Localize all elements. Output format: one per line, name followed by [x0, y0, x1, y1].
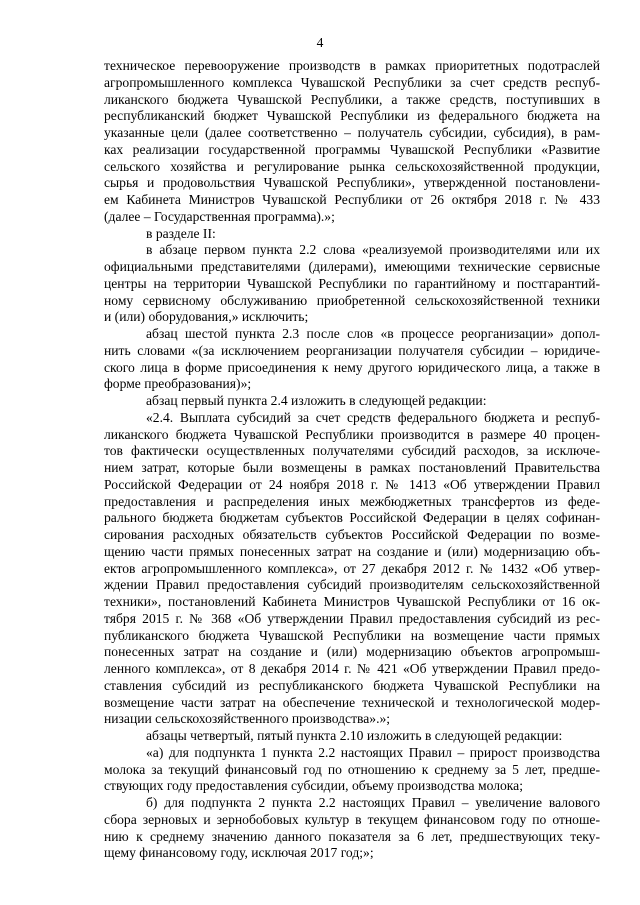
text-line: публиканского бюджета Чувашской Республики на возмещение части прямых — [104, 627, 600, 643]
text-line: молока за текущий финансовый год по отношению к среднему за 5 лет, предше- — [104, 761, 600, 777]
text-line: форме преобразования)»; — [104, 376, 252, 392]
text-line: рального бюджета бюджетам субъектов Российской Федерации в целях софинан- — [104, 510, 600, 526]
text-line: низации сельскохозяйственного производства».»; — [104, 711, 391, 727]
text-line: абзац шестой пункта 2.3 после слов «в процессе реорганизации» допол- — [146, 326, 600, 341]
text-line: центры на территории Чувашской Республики по гарантийному и постгарантий- — [104, 275, 600, 291]
text-line: предоставления и распределения иных межбюджетных трансфертов из феде- — [104, 493, 600, 509]
text-line: ем Кабинета Министров Чувашской Республики от 26 октября 2018 г. № 433 — [104, 192, 600, 207]
text-line: техническое перевооружение производств в рамках приоритетных подотраслей — [104, 58, 600, 73]
text-line: нием затрат, которые были возмещены в рамках постановлений Правительства — [104, 460, 600, 475]
text-line: ждении Правил предоставления субсидий производителям сельскохозяйственной — [104, 577, 600, 593]
text-line: указанные цели (далее соответственно – получатель субсидии, субсидия), в рам- — [104, 125, 600, 140]
text-line: щению части прямых понесенных затрат на создание и (или) модернизацию объ- — [104, 543, 600, 559]
text-line: сбора зерновых и зернобобовых культур в текущем финансовом году по отноше- — [104, 811, 600, 827]
text-line: ленного комплекса», от 8 декабря 2014 г. № 421 «Об утверждении Правил предо- — [104, 661, 600, 676]
text-line: агропромышленного комплекса Чувашской Республики за счет средств респуб- — [104, 74, 600, 90]
text-line: абзац первый пункта 2.4 изложить в следующей редакции: — [146, 393, 487, 408]
text-line: сельского хозяйства и регулирование рынка сельскохозяйственной продукции, — [104, 158, 600, 174]
page-number: 4 — [316, 35, 324, 50]
text-line: ствующих году предоставления субсидии, объему производства молока; — [104, 778, 523, 794]
text-line: официальными представителями (дилерами), имеющими технические сервисные — [104, 259, 600, 274]
text-line: сырья и продовольствия Чувашской Республики», утвержденной постановлени- — [104, 175, 600, 191]
text-line: ставления субсидий из республиканского бюджета Чувашской Республики на — [104, 677, 600, 693]
text-line: «2.4. Выплата субсидий за счет средств федерального бюджета и респуб- — [146, 409, 600, 425]
document-body — [104, 58, 600, 862]
text-line: возмещение части затрат на обеспечение технической и технологической модер- — [104, 694, 600, 710]
text-line: понесенных затрат на создание и (или) модернизацию объектов агропромыш- — [104, 644, 600, 660]
text-line: ского лица в форме присоединения к нему другого юридического лица, а также в — [104, 359, 600, 375]
text-line: ному сервисному обслуживанию приобретенной сельскохозяйственной техники — [104, 292, 600, 308]
text-line: в разделе II: — [146, 225, 216, 241]
text-line: абзацы четвертый, пятый пункта 2.10 изложить в следующей редакции: — [146, 728, 563, 743]
text-line: б) для подпункта 2 пункта 2.2 настоящих Правил – увеличение валового — [146, 795, 600, 810]
text-line: сирования расходных обязательств субъектов Российской Федерации по возме- — [104, 527, 600, 542]
text-line: тов фактически осуществленных получателями субсидий расходов, за исключе- — [104, 443, 600, 459]
text-line: ликанского бюджета Чувашской Республики, а также средств, поступивших в — [104, 91, 600, 107]
text-line: техники», постановлений Кабинета Министров Чувашской Республики от 16 ок- — [104, 594, 600, 609]
text-line: в абзаце первом пункта 2.2 слова «реализуемой производителями или их — [146, 242, 600, 258]
text-line: ликанского бюджета Чувашской Республики производится в размере 40 процен- — [104, 426, 600, 442]
text-line: ектов агропромышленного комплекса», от 27 декабря 2012 г. № 1432 «Об утвер- — [104, 560, 600, 576]
text-line: тября 2015 г. № 368 «Об утверждении Правил предоставления субсидий из рес- — [104, 610, 600, 626]
text-line: щему финансовому году, исключая 2017 год;»; — [104, 845, 374, 861]
text-line: и (или) оборудования,» исключить; — [104, 309, 309, 325]
text-line: «а) для подпункта 1 пункта 2.2 настоящих Правил – прирост производства — [146, 744, 600, 760]
text-line: нить словами «(за исключением реорганизации получателя субсидии – юридиче- — [104, 342, 600, 358]
text-line: нию к среднему значению данного показателя за 6 лет, предшествующих теку- — [104, 828, 600, 844]
text-line: ках реализации государственной программы Чувашской Республики «Развитие — [104, 141, 600, 157]
text-line: Российской Федерации от 24 ноября 2018 г. № 1413 «Об утверждении Правил — [104, 476, 600, 492]
text-line: республиканский бюджет Чувашской Республики из федерального бюджета на — [104, 108, 600, 124]
text-line: (далее – Государственная программа).»; — [104, 208, 335, 224]
